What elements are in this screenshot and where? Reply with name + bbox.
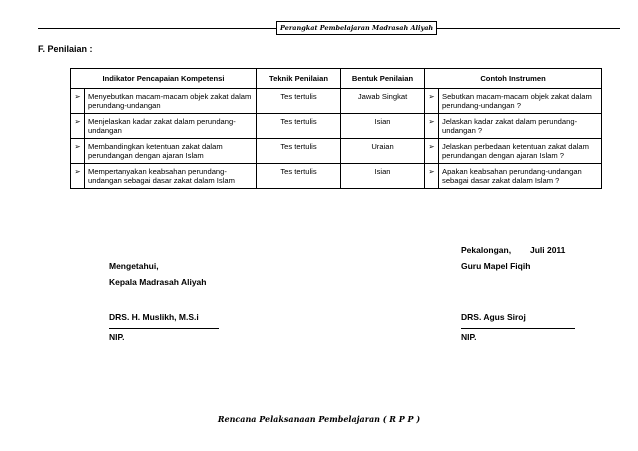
header-indikator: Indikator Pencapaian Kompetensi [71, 69, 257, 89]
left-signer-name: DRS. H. Muslikh, M.S.i [109, 312, 199, 322]
bullet-icon: ➢ [71, 139, 85, 164]
footer-title: Rencana Pelaksanaan Pembelajaran ( R P P ) [217, 414, 421, 424]
left-signature-line [109, 328, 219, 329]
header-bentuk: Bentuk Penilaian [341, 69, 425, 89]
cell-indikator: Menjelaskan kadar zakat dalam perundang-undangan [85, 114, 257, 139]
left-line1: Mengetahui, [109, 261, 159, 271]
cell-teknik: Tes tertulis [257, 89, 341, 114]
bullet-icon: ➢ [425, 164, 439, 189]
cell-indikator: Membandingkan ketentuan zakat dalam perundangan dengan ajaran Islam [85, 139, 257, 164]
header-teknik: Teknik Penilaian [257, 69, 341, 89]
cell-indikator: Menyebutkan macam-macam objek zakat dalam perundang-undangan [85, 89, 257, 114]
cell-indikator: Mempertanyakan keabsahan perundang-undangan sebagai dasar zakat dalam Islam [85, 164, 257, 189]
cell-teknik: Tes tertulis [257, 114, 341, 139]
section-title: F. Penilaian : [38, 44, 93, 54]
right-signature-line [461, 328, 575, 329]
cell-contoh: Sebutkan macam-macam objek zakat dalam perundang-undangan ? [439, 89, 602, 114]
header-title: Perangkat Pembelajaran Madrasah Aliyah [276, 21, 437, 35]
table-row [71, 139, 602, 164]
cell-contoh: Jelaskan kadar zakat dalam perundang-undangan ? [439, 114, 602, 139]
bullet-icon: ➢ [71, 164, 85, 189]
right-signer-name: DRS. Agus Siroj [461, 312, 526, 322]
cell-teknik: Tes tertulis [257, 139, 341, 164]
cell-bentuk: Isian [341, 114, 425, 139]
right-role: Guru Mapel Fiqih [461, 261, 531, 271]
cell-bentuk: Jawab Singkat [341, 89, 425, 114]
right-nip: NIP. [461, 332, 477, 342]
place-date: Pekalongan, Juli 2011 [461, 245, 566, 255]
bullet-icon: ➢ [425, 139, 439, 164]
left-nip: NIP. [109, 332, 125, 342]
table-row [71, 164, 602, 189]
cell-contoh: Jelaskan perbedaan ketentuan zakat dalam perundangan dengan ajaran Islam ? [439, 139, 602, 164]
left-role: Kepala Madrasah Aliyah [109, 277, 207, 287]
assessment-table [70, 68, 602, 189]
cell-bentuk: Isian [341, 164, 425, 189]
bullet-icon: ➢ [71, 114, 85, 139]
cell-bentuk: Uraian [341, 139, 425, 164]
cell-teknik: Tes tertulis [257, 164, 341, 189]
table-header-row [71, 69, 602, 89]
bullet-icon: ➢ [71, 89, 85, 114]
bullet-icon: ➢ [425, 89, 439, 114]
bullet-icon: ➢ [425, 114, 439, 139]
cell-contoh: Apakan keabsahan perundang-undangan sebagai dasar zakat dalam Islam ? [439, 164, 602, 189]
table-row [71, 89, 602, 114]
header-contoh: Contoh Instrumen [425, 69, 602, 89]
table-row [71, 114, 602, 139]
